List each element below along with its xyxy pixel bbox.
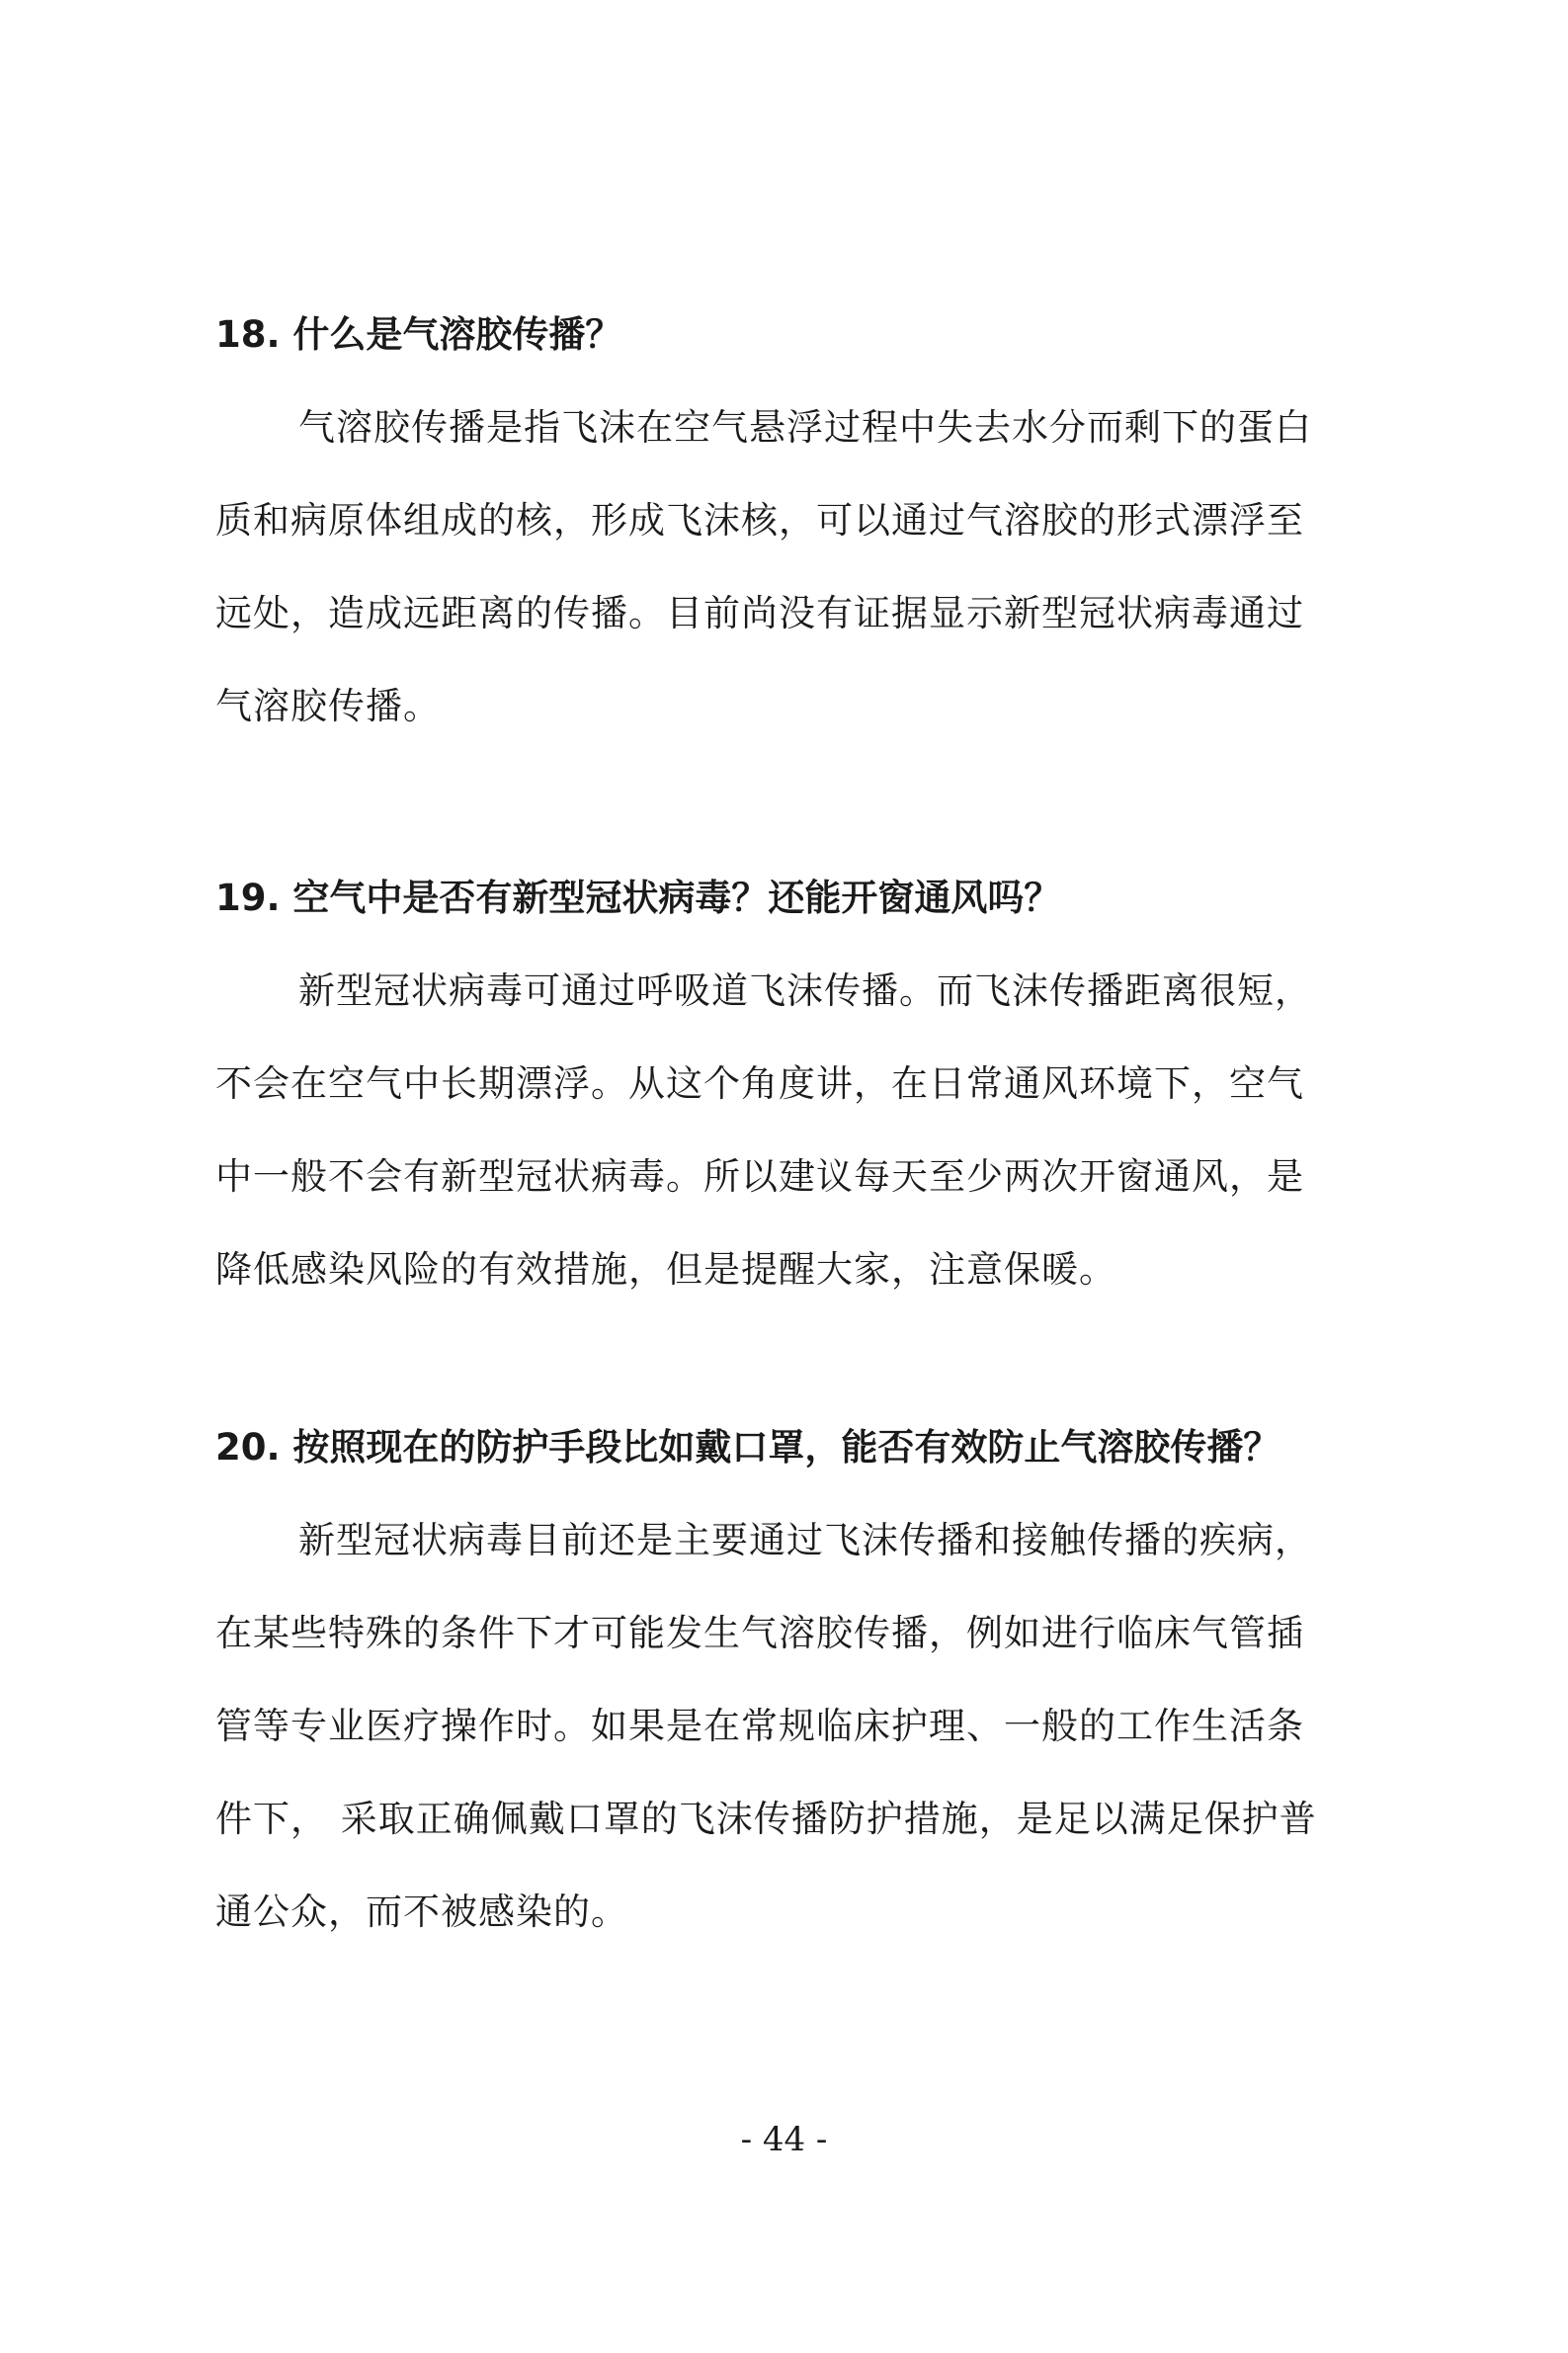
page-number: - 44 - — [740, 2120, 828, 2159]
question-block-18 — [215, 289, 1332, 753]
question-title: 19. 空气中是否有新型冠状病毒？还能开窗通风吗？ — [215, 877, 1061, 919]
question-block-19 — [215, 852, 1332, 1316]
answer-paragraph: 新型冠状病毒目前还是主要通过飞沫传播和接触传播的疾病，在某些特殊的条件下才可能发生气溶胶传播，例如进行临床气管插管等专业医疗操作时。如果是在常规临床护理、一般的工作生活条件下， 采取正确佩戴口罩的飞沫传播防护措施，是足以满足保护普通公众，而不被感染的。 — [215, 1519, 1317, 1933]
question-title: 20. 按照现在的防护手段比如戴口罩，能否有效防止气溶胶传播？ — [215, 1426, 1280, 1469]
question-title: 18. 什么是气溶胶传播？ — [215, 313, 622, 356]
question-block-20 — [215, 1401, 1332, 1959]
answer-paragraph: 气溶胶传播是指飞沫在空气悬浮过程中失去水分而剩下的蛋白质和病原体组成的核，形成飞沫核，可以通过气溶胶的形式漂浮至远处，造成远距离的传播。目前尚没有证据显示新型冠状病毒通过气溶胶传播。 — [215, 406, 1312, 727]
answer-paragraph: 新型冠状病毒可通过呼吸道飞沫传播。而飞沫传播距离很短，不会在空气中长期漂浮。从这个角度讲，在日常通风环境下，空气中一般不会有新型冠状病毒。所以建议每天至少两次开窗通风，是降低感染风险的有效措施，但是提醒大家，注意保暖。 — [215, 969, 1312, 1291]
